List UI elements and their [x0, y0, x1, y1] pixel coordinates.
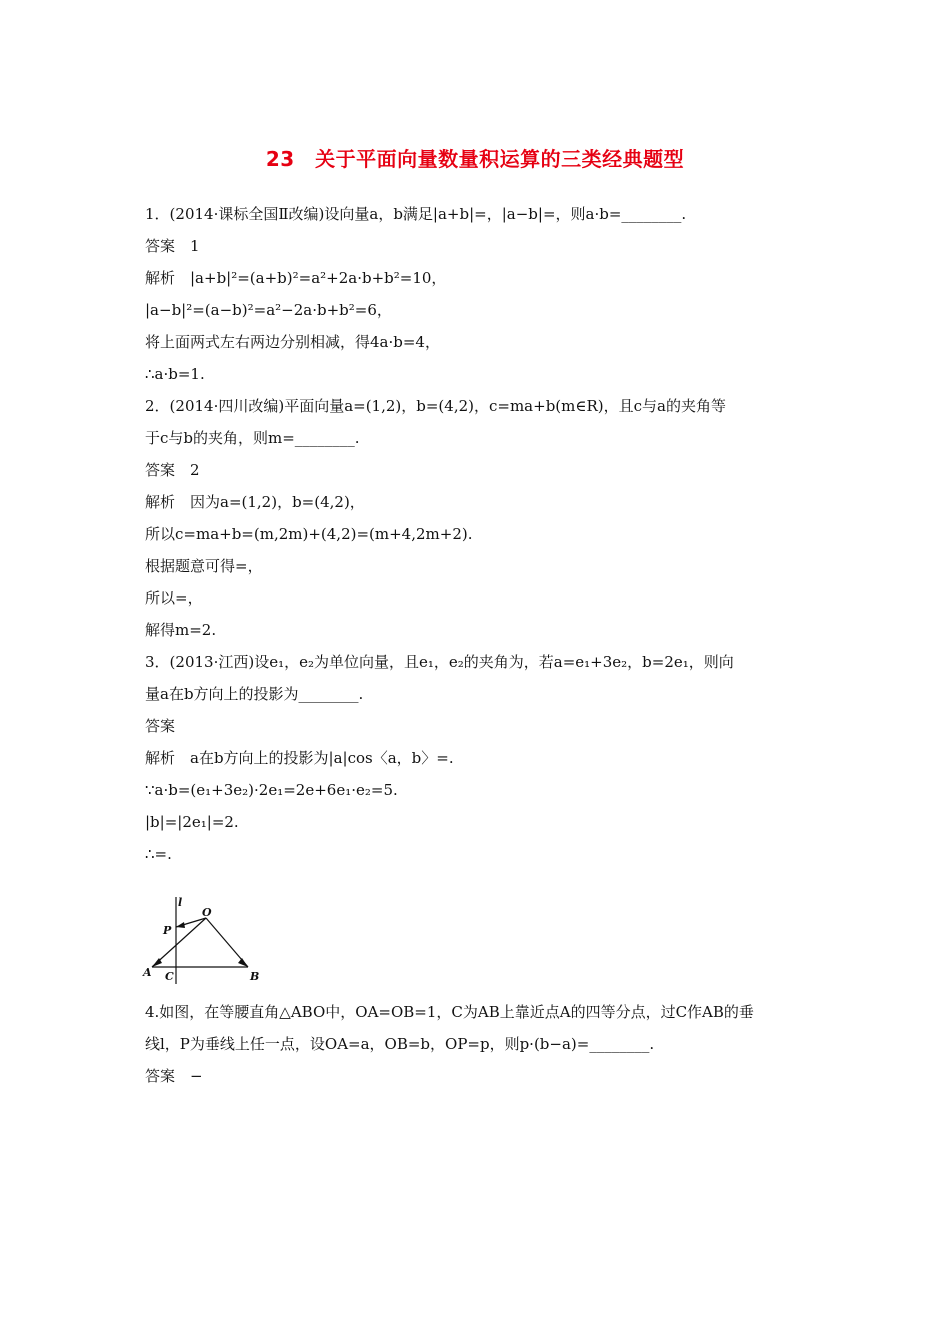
text-line: 于c与b的夹角，则m=________. [145, 429, 360, 447]
text-line: ∵a·b=(e₁+3e₂)·2e₁=2e+6e₁·e₂=5. [145, 781, 398, 799]
arrowhead-b [238, 958, 248, 967]
text-line: 4.如图，在等腰直角△ABO中，OA=OB=1，C为AB上靠近点A的四等分点，过C作AB的垂 [145, 1003, 754, 1021]
text-line: 解析 a在b方向上的投影为|a|cos〈a，b〉=. [145, 749, 454, 767]
label-o: O [202, 906, 212, 919]
text-line: 量a在b方向上的投影为________. [145, 685, 364, 703]
text-line: |a−b|²=(a−b)²=a²−2a·b+b²=6， [145, 301, 392, 319]
label-c: C [165, 970, 174, 983]
text-line: ∴=. [145, 845, 172, 863]
text-line: 解析 因为a=(1,2)，b=(4,2)， [145, 493, 365, 511]
text-line: 答案 [145, 717, 176, 735]
text-line: 解得m=2. [145, 621, 217, 639]
text-line: 将上面两式左右两边分别相减，得4a·b=4， [145, 333, 440, 351]
text-line: 答案 2 [145, 461, 200, 479]
text-line: |b|=|2e₁|=2. [145, 813, 239, 831]
text-line: 答案 − [145, 1067, 203, 1085]
page-title: 23 关于平面向量数量积运算的三类经典题型 [265, 147, 685, 171]
text-line: 3．(2013·江西)设e₁，e₂为单位向量，且e₁，e₂的夹角为，若a=e₁+3e₂，b=2e₁，则向 [145, 653, 734, 671]
arrowhead-p [176, 922, 185, 928]
text-line: 线l，P为垂线上任一点，设OA=a，OB=b，OP=p，则p·(b−a)=________. [145, 1035, 655, 1053]
text-line: ∴a·b=1. [145, 365, 205, 383]
text-line: 所以=， [145, 589, 203, 607]
label-b: B [250, 970, 260, 983]
label-l: l [178, 896, 183, 909]
text-line: 所以c=ma+b=(m,2m)+(4,2)=(m+4,2m+2). [145, 525, 473, 543]
text-line: 解析 |a+b|²=(a+b)²=a²+2a·b+b²=10， [145, 269, 447, 287]
text-line: 答案 1 [145, 237, 200, 255]
label-p: P [163, 924, 172, 937]
triangle-figure [140, 892, 270, 987]
label-a: A [143, 966, 152, 979]
text-line: 2．(2014·四川改编)平面向量a=(1,2)，b=(4,2)，c=ma+b(m∈R)，且c与a的夹角等 [145, 397, 726, 415]
text-line: 根据题意可得=， [145, 557, 263, 575]
text-line: 1．(2014·课标全国Ⅱ改编)设向量a，b满足|a+b|=，|a−b|=，则a·b=________. [145, 205, 687, 223]
